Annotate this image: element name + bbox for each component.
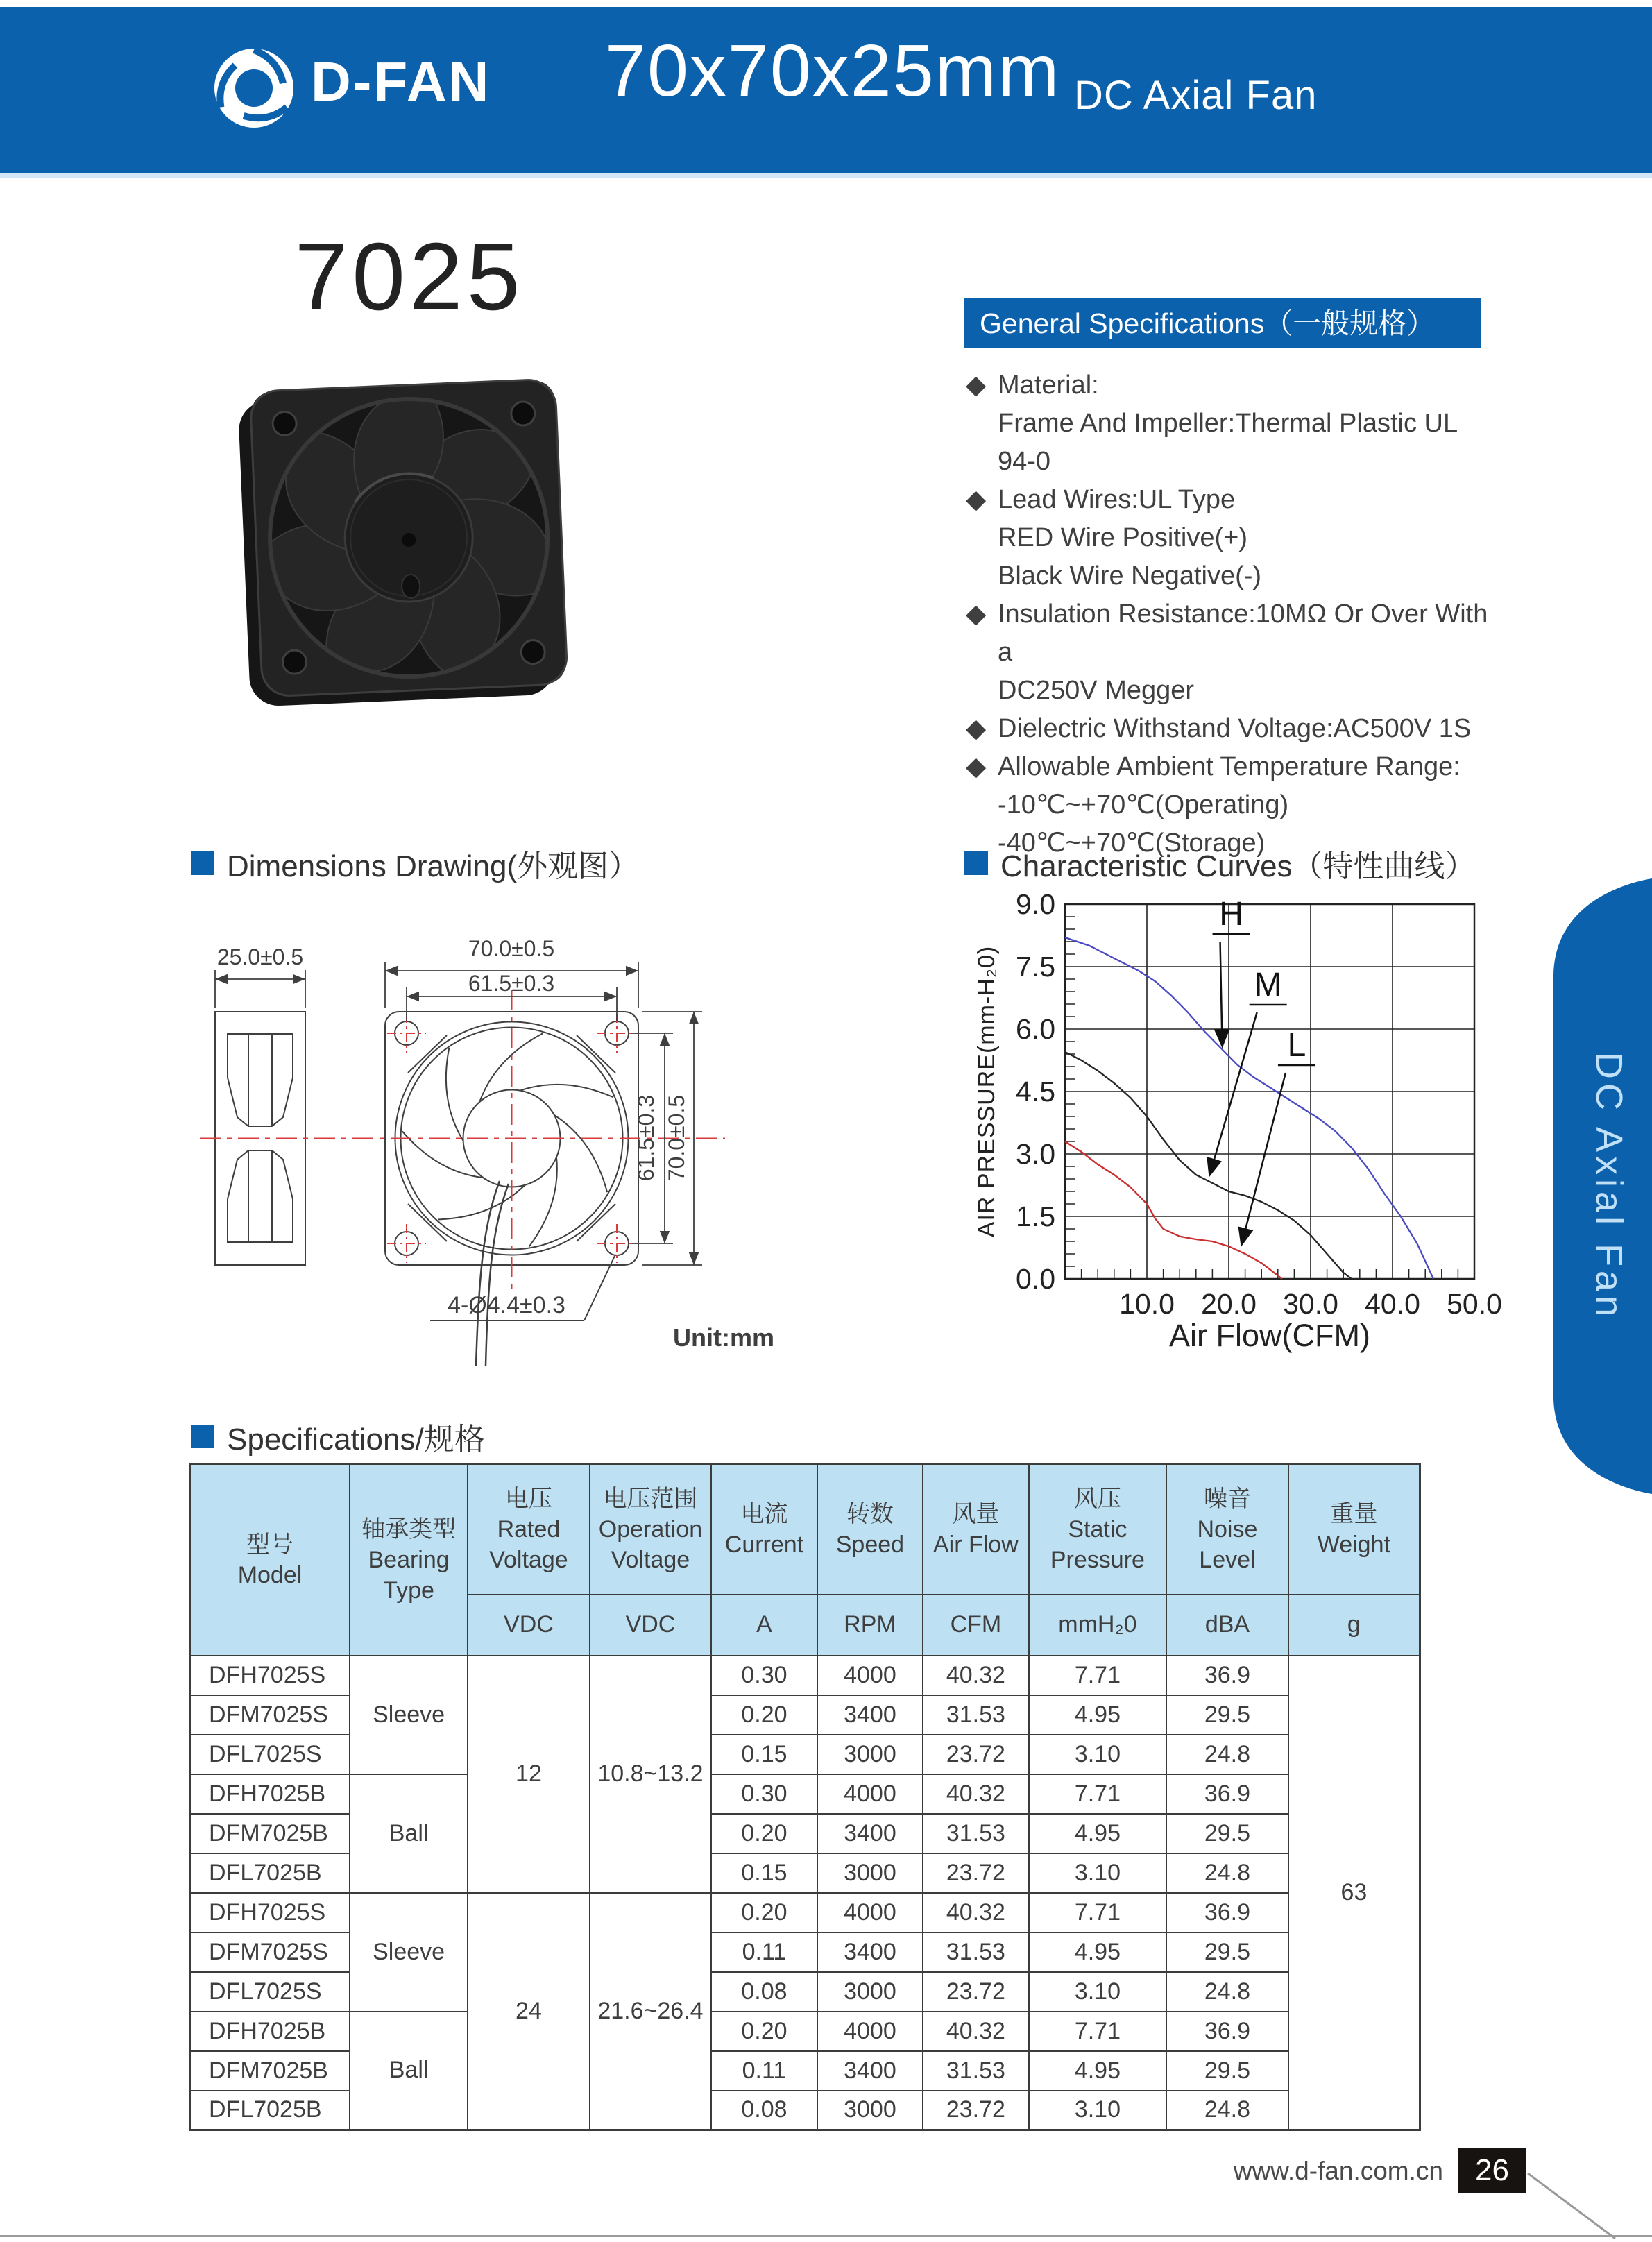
table-cell: 21.6~26.4 — [590, 1893, 712, 2130]
sidebar-label: DC Axial Fan — [1588, 1052, 1630, 1321]
spec-table — [189, 1463, 1421, 2131]
table-cell: 40.32 — [923, 2012, 1028, 2051]
svg-text:7.5: 7.5 — [1016, 951, 1055, 983]
spec-line: DC250V Megger — [998, 676, 1195, 705]
spec-line: ◆ Insulation Resistance:10MΩ Or Over With a — [966, 600, 1488, 667]
svg-text:3.0: 3.0 — [1016, 1138, 1055, 1170]
dim-height-outer: 70.0±0.5 — [664, 1094, 689, 1182]
table-cell: DFL7025S — [190, 1972, 350, 2012]
svg-text:20.0: 20.0 — [1201, 1288, 1257, 1320]
dim-width-outer: 70.0±0.5 — [468, 936, 555, 961]
col-unit: CFM — [923, 1595, 1028, 1656]
col-header: 噪音 Noise Level — [1166, 1464, 1288, 1595]
table-cell: 3.10 — [1029, 1972, 1167, 2012]
table-cell: 0.20 — [711, 1695, 817, 1735]
table-cell: 3400 — [817, 1695, 923, 1735]
series-line-M — [1065, 1052, 1352, 1279]
table-cell: 40.32 — [923, 1774, 1028, 1814]
table-cell: DFH7025B — [190, 2012, 350, 2051]
svg-text:L: L — [1287, 1027, 1306, 1064]
type-title: DC Axial Fan — [1074, 73, 1318, 118]
col-unit: RPM — [817, 1595, 923, 1656]
table-cell: DFM7025B — [190, 1814, 350, 1853]
col-header: 风量 Air Flow — [923, 1464, 1028, 1595]
spec-line: -40℃~+70℃(Storage) — [998, 829, 1266, 858]
table-cell: 3400 — [817, 1814, 923, 1853]
table-cell: DFM7025S — [190, 1933, 350, 1972]
table-cell: DFH7025B — [190, 1774, 350, 1814]
table-cell: 3.10 — [1029, 1853, 1167, 1893]
svg-text:30.0: 30.0 — [1283, 1288, 1338, 1320]
general-specs-list — [966, 366, 1500, 863]
brand-name: D-FAN — [311, 51, 491, 112]
table-cell: 40.32 — [923, 1893, 1028, 1933]
table-cell: 0.08 — [711, 2091, 817, 2130]
table-cell: DFH7025S — [190, 1656, 350, 1695]
table-cell: 0.20 — [711, 2012, 817, 2051]
spec-line: ◆ Material: — [966, 371, 1099, 400]
table-cell: 36.9 — [1166, 1656, 1288, 1695]
table-cell: Ball — [350, 2012, 468, 2130]
svg-text:10.0: 10.0 — [1119, 1288, 1175, 1320]
svg-text:40.0: 40.0 — [1365, 1288, 1420, 1320]
table-cell: 0.08 — [711, 1972, 817, 2012]
table-cell: 36.9 — [1166, 1893, 1288, 1933]
col-unit: A — [711, 1595, 817, 1656]
table-cell: 7.71 — [1029, 2012, 1167, 2051]
table-cell: 0.11 — [711, 1933, 817, 1972]
spec-line: RED Wire Positive(+) — [998, 523, 1247, 552]
table-cell: 24.8 — [1166, 1853, 1288, 1893]
table-cell: 3400 — [817, 2051, 923, 2091]
col-header: 重量 Weight — [1288, 1464, 1420, 1595]
table-cell: Ball — [350, 1774, 468, 1893]
product-photo — [221, 336, 599, 767]
table-cell: 3000 — [817, 1853, 923, 1893]
dim-height-inner: 61.5±0.3 — [633, 1094, 658, 1182]
table-cell: 10.8~13.2 — [590, 1656, 712, 1893]
dim-width-inner: 61.5±0.3 — [468, 971, 555, 996]
table-cell: 7.71 — [1029, 1774, 1167, 1814]
table-row — [190, 1893, 1420, 1933]
table-cell: 0.30 — [711, 1656, 817, 1695]
spec-line: ◆ Allowable Ambient Temperature Range: — [966, 752, 1461, 781]
table-cell: Sleeve — [350, 1893, 468, 2012]
table-row — [190, 1774, 1420, 1814]
spec-line: -10℃~+70℃(Operating) — [998, 790, 1289, 819]
svg-text:H: H — [1219, 896, 1243, 933]
col-header: 电压 Rated Voltage — [468, 1464, 590, 1595]
col-header: 电流 Current — [711, 1464, 817, 1595]
table-cell: 7.71 — [1029, 1893, 1167, 1933]
general-specs-title: General Specifications（一般规格） — [980, 307, 1436, 339]
table-cell: DFH7025S — [190, 1893, 350, 1933]
table-cell: 12 — [468, 1656, 590, 1893]
table-row — [190, 1656, 1420, 1695]
col-unit: VDC — [590, 1595, 712, 1656]
spec-line: ◆ Dielectric Withstand Voltage:AC500V 1S — [966, 714, 1472, 743]
table-cell: 0.20 — [711, 1814, 817, 1853]
table-cell: 31.53 — [923, 2051, 1028, 2091]
table-cell: 3.10 — [1029, 2091, 1167, 2130]
table-cell: DFM7025S — [190, 1695, 350, 1735]
table-cell: 23.72 — [923, 1735, 1028, 1774]
table-cell: 4.95 — [1029, 2051, 1167, 2091]
table-cell: 29.5 — [1166, 1814, 1288, 1853]
table-cell: 4.95 — [1029, 1933, 1167, 1972]
svg-text:Air Flow(CFM): Air Flow(CFM) — [1169, 1318, 1370, 1353]
table-cell: Sleeve — [350, 1656, 468, 1774]
footer-diagonal — [1524, 2169, 1652, 2242]
table-cell: 40.32 — [923, 1656, 1028, 1695]
table-cell: 23.72 — [923, 1972, 1028, 2012]
general-specs-header — [964, 298, 1481, 348]
table-cell: 4000 — [817, 1893, 923, 1933]
series-line-L — [1065, 1141, 1282, 1279]
spec-line: Frame And Impeller:Thermal Plastic UL 94-0 — [998, 409, 1457, 476]
col-header: 型号 Model — [190, 1464, 350, 1656]
table-cell: 36.9 — [1166, 1774, 1288, 1814]
table-cell: 24.8 — [1166, 1972, 1288, 2012]
table-cell: 23.72 — [923, 1853, 1028, 1893]
section-bullet — [191, 851, 214, 875]
table-cell: 36.9 — [1166, 2012, 1288, 2051]
model-number: 7025 — [294, 223, 525, 330]
table-cell: 23.72 — [923, 2091, 1028, 2130]
table-cell: 0.11 — [711, 2051, 817, 2091]
series-line-H — [1065, 937, 1433, 1279]
dim-holes: 4-Ø4.4±0.3 — [448, 1292, 565, 1318]
svg-text:0.0: 0.0 — [1016, 1263, 1055, 1295]
table-cell: DFL7025S — [190, 1735, 350, 1774]
table-cell: 4.95 — [1029, 1695, 1167, 1735]
table-cell: 24.8 — [1166, 1735, 1288, 1774]
col-unit: g — [1288, 1595, 1420, 1656]
table-cell: 29.5 — [1166, 2051, 1288, 2091]
col-header: 电压范围 Operation Voltage — [590, 1464, 712, 1595]
table-cell: 4000 — [817, 2012, 923, 2051]
bottom-rule — [0, 2235, 1652, 2237]
table-cell: 4.95 — [1029, 1814, 1167, 1853]
svg-text:50.0: 50.0 — [1447, 1288, 1502, 1320]
col-header: 轴承类型 Bearing Type — [350, 1464, 468, 1656]
table-cell: 24.8 — [1166, 2091, 1288, 2130]
spec-section-title: Specifications/规格 — [191, 1414, 485, 1459]
table-cell: DFL7025B — [190, 1853, 350, 1893]
table-cell: 4000 — [817, 1656, 923, 1695]
section-bullet — [191, 1425, 214, 1448]
table-cell: 63 — [1288, 1656, 1420, 2130]
table-cell: 31.53 — [923, 1695, 1028, 1735]
table-cell: 7.71 — [1029, 1656, 1167, 1695]
svg-text:AIR PRESSURE(mm-H₂0): AIR PRESSURE(mm-H₂0) — [973, 945, 1000, 1238]
table-cell: 3000 — [817, 1972, 923, 2012]
brand-logo-icon — [205, 36, 303, 140]
table-cell: 29.5 — [1166, 1695, 1288, 1735]
size-title: 70x70x25mm — [605, 30, 1061, 112]
table-row — [190, 2012, 1420, 2051]
table-cell: 31.53 — [923, 1933, 1028, 1972]
col-unit: VDC — [468, 1595, 590, 1656]
table-cell: 3000 — [817, 1735, 923, 1774]
col-unit: mmH₂0 — [1029, 1595, 1167, 1656]
table-cell: DFL7025B — [190, 2091, 350, 2130]
page-number-badge: 26 — [1458, 2148, 1526, 2193]
svg-text:4.5: 4.5 — [1016, 1076, 1055, 1107]
table-cell: 0.20 — [711, 1893, 817, 1933]
table-cell: 0.15 — [711, 1853, 817, 1893]
svg-text:6.0: 6.0 — [1016, 1013, 1055, 1045]
table-cell: 0.15 — [711, 1735, 817, 1774]
dim-depth: 25.0±0.5 — [216, 944, 304, 969]
col-unit: dBA — [1166, 1595, 1288, 1656]
svg-text:9.0: 9.0 — [1016, 888, 1055, 920]
section-bullet — [964, 851, 988, 875]
col-header: 转数 Speed — [817, 1464, 923, 1595]
table-cell: 3.10 — [1029, 1735, 1167, 1774]
table-cell: 3000 — [817, 2091, 923, 2130]
header-bottom-strip — [0, 173, 1652, 178]
table-cell: 24 — [468, 1893, 590, 2130]
svg-text:M: M — [1254, 967, 1282, 1003]
col-header: 风压 Static Pressure — [1029, 1464, 1167, 1595]
characteristic-curves-chart — [961, 880, 1502, 1379]
table-cell: 29.5 — [1166, 1933, 1288, 1972]
table-cell: 0.30 — [711, 1774, 817, 1814]
table-cell: 4000 — [817, 1774, 923, 1814]
table-cell: 3400 — [817, 1933, 923, 1972]
spec-line: ◆ Lead Wires:UL Type — [966, 485, 1236, 514]
table-cell: 31.53 — [923, 1814, 1028, 1853]
dimensions-section-title: Dimensions Drawing(外观图） — [191, 841, 639, 885]
svg-text:1.5: 1.5 — [1016, 1200, 1055, 1232]
table-cell: DFM7025B — [190, 2051, 350, 2091]
curves-section-title: Characteristic Curves（特性曲线） — [964, 841, 1476, 885]
dimensions-drawing — [187, 887, 798, 1373]
dim-unit: Unit:mm — [673, 1323, 774, 1352]
footer-website: www.d-fan.com.cn — [1233, 2157, 1443, 2185]
spec-line: Black Wire Negative(-) — [998, 561, 1262, 591]
